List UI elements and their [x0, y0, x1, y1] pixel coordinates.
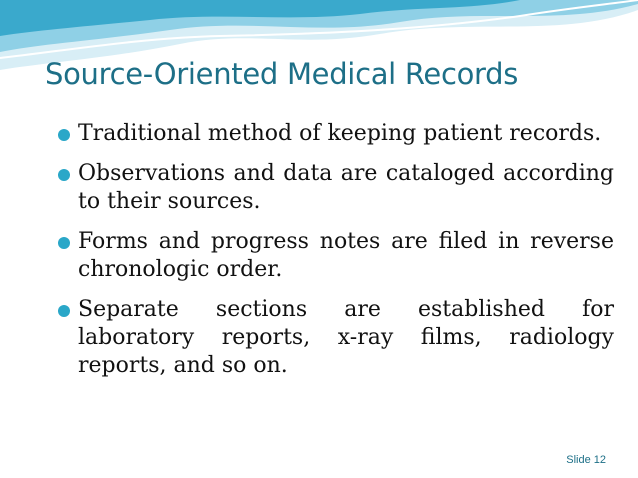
- bullet-text: Traditional method of keeping patient records.: [78, 121, 602, 146]
- bullet-dot-icon: [58, 129, 70, 141]
- bullet-dot-icon: [58, 305, 70, 317]
- bullet-item: [58, 296, 614, 380]
- bullet-text: Forms and progress notes are filed in reverse chronologic order.: [78, 229, 614, 282]
- slide-title: Source-Oriented Medical Records: [45, 57, 519, 91]
- bullet-text: Observations and data are cataloged according to their sources.: [78, 161, 614, 214]
- bullet-item: [58, 228, 614, 284]
- bullet-list: [58, 120, 614, 392]
- slide-number: Slide 12: [566, 454, 606, 466]
- bullet-dot-icon: [58, 169, 70, 181]
- bullet-item: [58, 160, 614, 216]
- bullet-dot-icon: [58, 237, 70, 249]
- bullet-item: [58, 120, 614, 148]
- bullet-text: Separate sections are established for laboratory reports, x-ray films, radiology reports, and so on.: [78, 297, 614, 378]
